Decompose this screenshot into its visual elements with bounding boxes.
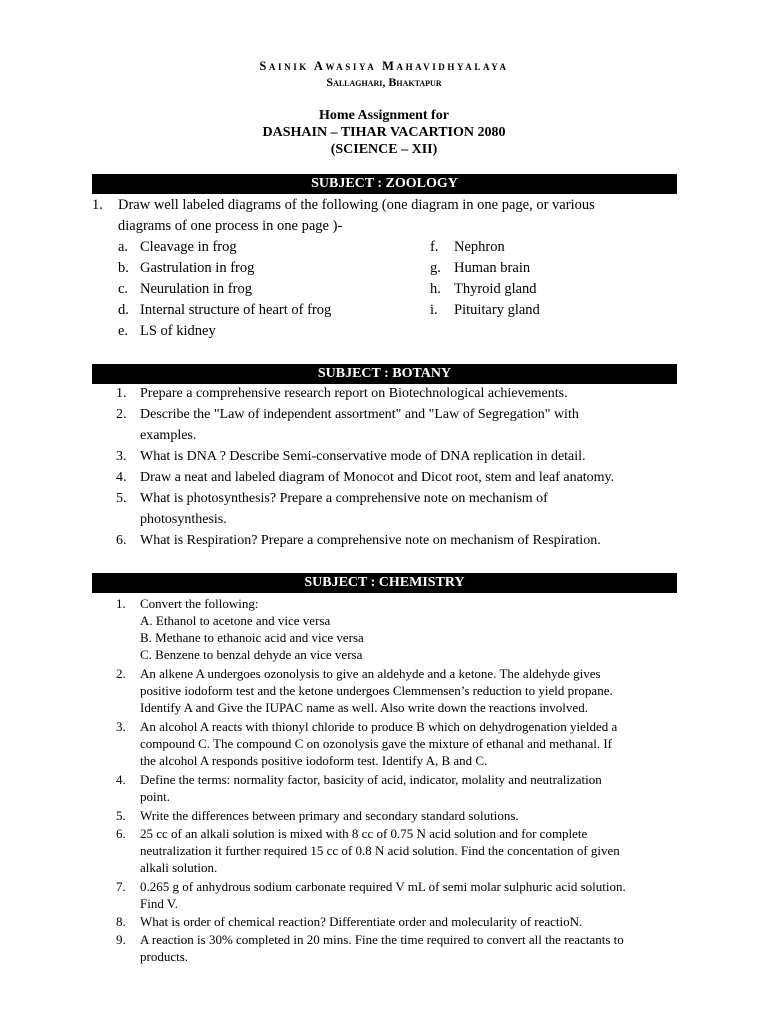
chemistry-q2-line1: An alkene A undergoes ozonolysis to give an aldehyde and a ketone. The aldehyde gives [140, 666, 601, 681]
botany-q5-line1: What is photosynthesis? Prepare a comprehensive note on mechanism of [140, 491, 548, 506]
chemistry-q7-line2: Find V. [140, 896, 178, 911]
chemistry-q1-line1: Convert the following: [140, 596, 259, 611]
zoology-q1-text-line2: diagrams of one process in one page )- [118, 218, 343, 234]
chemistry-q7-line1: 0.265 g of anhydrous sodium carbonate required V mL of semi molar sulphuric acid solution. [140, 879, 626, 894]
chemistry-q-number: 3. [116, 719, 126, 734]
chemistry-q6-line3: alkali solution. [140, 860, 218, 875]
zoology-item-letter: i. [430, 302, 438, 318]
chemistry-q3-line1: An alcohol A reacts with thionyl chloride to produce B which on dehydrogenation yielded a [140, 719, 618, 734]
zoology-item-letter: d. [118, 302, 129, 318]
botany-q-number: 1. [116, 386, 127, 401]
zoology-item: LS of kidney [140, 323, 216, 339]
chemistry-q3-line2: compound C. The compound C on ozonolysis gave the mixture of ethanal and methanal. If [140, 736, 612, 751]
chemistry-q-number: 7. [116, 879, 126, 894]
botany-q-number: 5. [116, 491, 127, 506]
botany-q4: Draw a neat and labeled diagram of Monocot and Dicot root, stem and leaf anatomy. [140, 470, 615, 485]
chemistry-q-number: 6. [116, 826, 126, 841]
zoology-item-letter: c. [118, 281, 129, 297]
zoology-item-letter: e. [118, 323, 129, 339]
botany-q-number: 2. [116, 407, 127, 422]
chemistry-q9-line1: A reaction is 30% completed in 20 mins. Fine the time required to convert all the reactants to [140, 932, 624, 947]
zoology-item-letter: a. [118, 239, 129, 255]
zoology-item: Cleavage in frog [140, 239, 237, 255]
chemistry-q-number: 8. [116, 914, 126, 929]
zoology-item: Pituitary gland [454, 302, 540, 318]
school-name: Sainik Awasiya Mahavidhyalaya [259, 59, 509, 73]
zoology-q1-text-line1: Draw well labeled diagrams of the following (one diagram in one page, or various [118, 197, 595, 213]
chemistry-q6-line2: neutralization it further required 15 cc of 0.8 N acid solution. Find the concentation of given [140, 843, 620, 858]
assignment-vacation-title: DASHAIN – TIHAR VACARTION 2080 [262, 125, 506, 140]
chemistry-q6-line1: 25 cc of an alkali solution is mixed with 8 cc of 0.75 N acid solution and for complete [140, 826, 588, 841]
zoology-item: Neurulation in frog [140, 281, 252, 297]
chemistry-q-number: 4. [116, 772, 126, 787]
zoology-item: Human brain [454, 260, 531, 276]
chemistry-q-number: 1. [116, 596, 126, 611]
chemistry-q4-line2: point. [140, 789, 170, 804]
assignment-heading: Home Assignment for [319, 108, 449, 123]
zoology-item: Thyroid gland [454, 281, 537, 297]
chemistry-q2-line2: positive iodoform test and the ketone undergoes Clemmensen’s reduction to yield propane. [140, 683, 613, 698]
botany-q5-line2: photosynthesis. [140, 512, 227, 527]
zoology-item: Internal structure of heart of frog [140, 302, 332, 318]
zoology-subject-bar: SUBJECT : ZOOLOGY [92, 174, 677, 194]
botany-q2-line2: examples. [140, 428, 197, 443]
chemistry-subject-bar: SUBJECT : CHEMISTRY [92, 573, 677, 593]
school-address: Sallaghari, Bhaktapur [326, 75, 442, 89]
chemistry-q-number: 2. [116, 666, 126, 681]
chemistry-q-number: 9. [116, 932, 126, 947]
zoology-item-letter: f. [430, 239, 439, 255]
assignment-stream: (SCIENCE – XII) [330, 142, 438, 157]
chemistry-q2-line3: Identify A and Give the IUPAC name as well. Also write down the reactions involved. [140, 700, 588, 715]
chemistry-q1-line2: A. Ethanol to acetone and vice versa [140, 613, 331, 628]
zoology-item: Nephron [454, 239, 505, 255]
chemistry-q1-line4: C. Benzene to benzal dehyde an vice versa [140, 647, 363, 662]
chemistry-q8: What is order of chemical reaction? Differentiate order and molecularity of reactioN. [140, 914, 583, 929]
chemistry-q3-line3: the alcohol A responds positive iodoform test. Identify A, B and C. [140, 753, 488, 768]
zoology-item-letter: h. [430, 281, 441, 297]
zoology-item-letter: b. [118, 260, 129, 276]
botany-q-number: 6. [116, 533, 127, 548]
botany-q-number: 3. [116, 449, 127, 464]
zoology-item-letter: g. [430, 260, 441, 276]
botany-q1: Prepare a comprehensive research report on Biotechnological achievements. [140, 386, 568, 401]
zoology-item: Gastrulation in frog [140, 260, 255, 276]
chemistry-q4-line1: Define the terms: normality factor, basicity of acid, indicator, molality and neutralization [140, 772, 602, 787]
botany-q-number: 4. [116, 470, 127, 485]
botany-q3: What is DNA ? Describe Semi-conservative mode of DNA replication in detail. [140, 449, 586, 464]
botany-q6: What is Respiration? Prepare a comprehensive note on mechanism of Respiration. [140, 533, 601, 548]
botany-subject-bar: SUBJECT : BOTANY [92, 364, 677, 384]
chemistry-q-number: 5. [116, 808, 126, 823]
chemistry-q5: Write the differences between primary and secondary standard solutions. [140, 808, 519, 823]
botany-q2-line1: Describe the "Law of independent assortment" and "Law of Segregation" with [140, 407, 579, 422]
chemistry-q1-line3: B. Methane to ethanoic acid and vice versa [140, 630, 364, 645]
chemistry-q9-line2: products. [140, 949, 189, 964]
zoology-q1-number: 1. [92, 197, 103, 213]
